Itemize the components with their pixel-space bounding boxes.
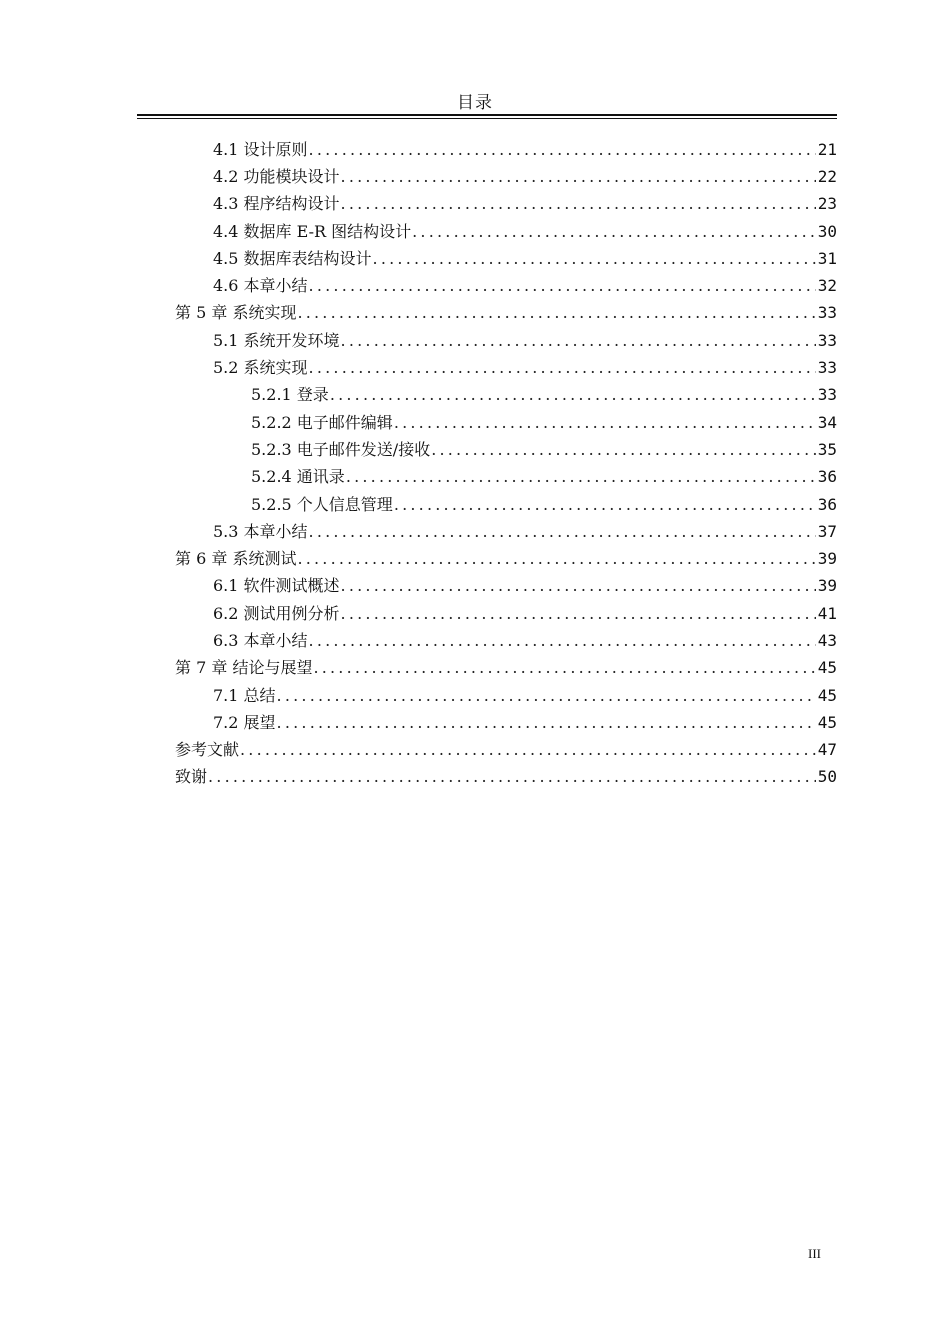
toc-dot-leader <box>341 167 816 187</box>
toc-entry-label: 第 7 章 结论与展望 <box>175 658 313 678</box>
toc-entry-page-number: 39 <box>817 549 837 569</box>
toc-entry-label: 参考文献 <box>175 740 240 760</box>
toc-entry-page-number: 50 <box>817 767 837 787</box>
toc-entry[interactable] <box>0 191 950 218</box>
toc-entry-page-number: 33 <box>817 385 837 405</box>
toc-entry-page-number: 36 <box>817 494 837 514</box>
toc-dot-leader <box>277 713 816 733</box>
toc-entry-label: 5.2 系统实现 <box>213 358 308 378</box>
toc-dot-leader <box>309 276 816 296</box>
toc-entry[interactable] <box>0 464 950 491</box>
toc-entry-page-number: 37 <box>817 521 837 541</box>
toc-entry-label: 4.6 本章小结 <box>213 276 308 296</box>
toc-entry-label: 6.2 测试用例分析 <box>213 603 340 623</box>
toc-entry-page-number: 35 <box>817 439 837 459</box>
toc-entry[interactable] <box>0 627 950 654</box>
toc-entry-label: 6.1 软件测试概述 <box>213 576 340 596</box>
toc-entry-page-number: 30 <box>817 221 837 241</box>
toc-dot-leader <box>394 495 816 515</box>
toc-entry[interactable] <box>0 436 950 463</box>
toc-entry-label: 7.1 总结 <box>213 685 276 705</box>
toc-entry-label: 4.3 程序结构设计 <box>213 194 340 214</box>
toc-dot-leader <box>341 576 816 596</box>
toc-dot-leader <box>309 358 816 378</box>
toc-entry-label: 4.1 设计原则 <box>213 139 308 159</box>
toc-entry[interactable] <box>0 354 950 381</box>
toc-entry-label: 致谢 <box>175 767 208 787</box>
toc-entry-label: 第 5 章 系统实现 <box>175 303 297 323</box>
toc-dot-leader <box>309 522 816 542</box>
toc-entry-label: 4.4 数据库 E-R 图结构设计 <box>213 221 412 241</box>
toc-entry-page-number: 45 <box>817 658 837 678</box>
toc-entry[interactable] <box>0 272 950 299</box>
header-rule-thin <box>137 118 837 119</box>
toc-entry-label: 4.2 功能模块设计 <box>213 166 340 186</box>
toc-entry-page-number: 33 <box>817 358 837 378</box>
toc-entry[interactable] <box>0 382 950 409</box>
toc-dot-leader <box>309 631 816 651</box>
toc-entry[interactable] <box>0 163 950 190</box>
toc-entry[interactable] <box>0 600 950 627</box>
toc-entry-page-number: 21 <box>817 139 837 159</box>
toc-dot-leader <box>412 222 816 242</box>
toc-entry-label: 5.1 系统开发环境 <box>213 330 340 350</box>
toc-entry[interactable] <box>0 655 950 682</box>
toc-entry-label: 6.3 本章小结 <box>213 630 308 650</box>
toc-entry[interactable] <box>0 327 950 354</box>
toc-entry-label: 5.2.2 电子邮件编辑 <box>251 412 393 432</box>
toc-dot-leader <box>313 658 815 678</box>
toc-dot-leader <box>330 385 816 405</box>
toc-entry-page-number: 34 <box>817 412 837 432</box>
toc-entry-label: 5.3 本章小结 <box>213 521 308 541</box>
toc-entry[interactable] <box>0 218 950 245</box>
toc-entry[interactable] <box>0 518 950 545</box>
toc-dot-leader <box>208 767 816 787</box>
toc-entry[interactable] <box>0 491 950 518</box>
toc-entry-page-number: 33 <box>817 330 837 350</box>
toc-entry-label: 7.2 展望 <box>213 712 276 732</box>
toc-dot-leader <box>309 140 816 160</box>
toc-entry[interactable] <box>0 409 950 436</box>
toc-entry-page-number: 32 <box>817 276 837 296</box>
toc-dot-leader <box>277 686 816 706</box>
toc-dot-leader <box>240 740 816 760</box>
toc-dot-leader <box>394 413 816 433</box>
header-rule-thick <box>137 114 837 116</box>
toc-dot-leader <box>341 194 816 214</box>
toc-entry-page-number: 47 <box>817 740 837 760</box>
toc-entry[interactable] <box>0 545 950 572</box>
toc-entry-label: 5.2.4 通讯录 <box>251 467 345 487</box>
toc-entry-label: 4.5 数据库表结构设计 <box>213 248 372 268</box>
toc-entry-page-number: 22 <box>817 166 837 186</box>
toc-entry-page-number: 39 <box>817 576 837 596</box>
toc-entry[interactable] <box>0 764 950 791</box>
toc-dot-leader <box>297 303 815 323</box>
toc-entry-page-number: 43 <box>817 630 837 650</box>
toc-entry[interactable] <box>0 737 950 764</box>
toc-entry-page-number: 45 <box>817 712 837 732</box>
footer-page-number: III <box>808 1246 821 1261</box>
toc-entry-page-number: 41 <box>817 603 837 623</box>
toc-entry-page-number: 23 <box>817 194 837 214</box>
toc-dot-leader <box>346 467 816 487</box>
toc-dot-leader <box>341 331 816 351</box>
toc-dot-leader <box>341 604 816 624</box>
toc-entry[interactable] <box>0 682 950 709</box>
toc-entry-page-number: 36 <box>817 467 837 487</box>
toc-entry-page-number: 31 <box>817 248 837 268</box>
toc-entry[interactable] <box>0 573 950 600</box>
toc-entry-page-number: 33 <box>817 303 837 323</box>
toc-entry-label: 第 6 章 系统测试 <box>175 549 297 569</box>
toc-entry-page-number: 45 <box>817 685 837 705</box>
toc-entry[interactable] <box>0 709 950 736</box>
table-of-contents <box>0 136 950 791</box>
toc-dot-leader <box>431 440 816 460</box>
toc-dot-leader <box>297 549 815 569</box>
toc-entry-label: 5.2.1 登录 <box>251 385 329 405</box>
toc-entry[interactable] <box>0 300 950 327</box>
toc-dot-leader <box>373 249 816 269</box>
page-header-title: 目录 <box>457 93 493 113</box>
toc-entry-label: 5.2.3 电子邮件发送/接收 <box>251 439 431 459</box>
toc-entry-label: 5.2.5 个人信息管理 <box>251 494 393 514</box>
toc-entry[interactable] <box>0 245 950 272</box>
toc-entry[interactable] <box>0 136 950 163</box>
